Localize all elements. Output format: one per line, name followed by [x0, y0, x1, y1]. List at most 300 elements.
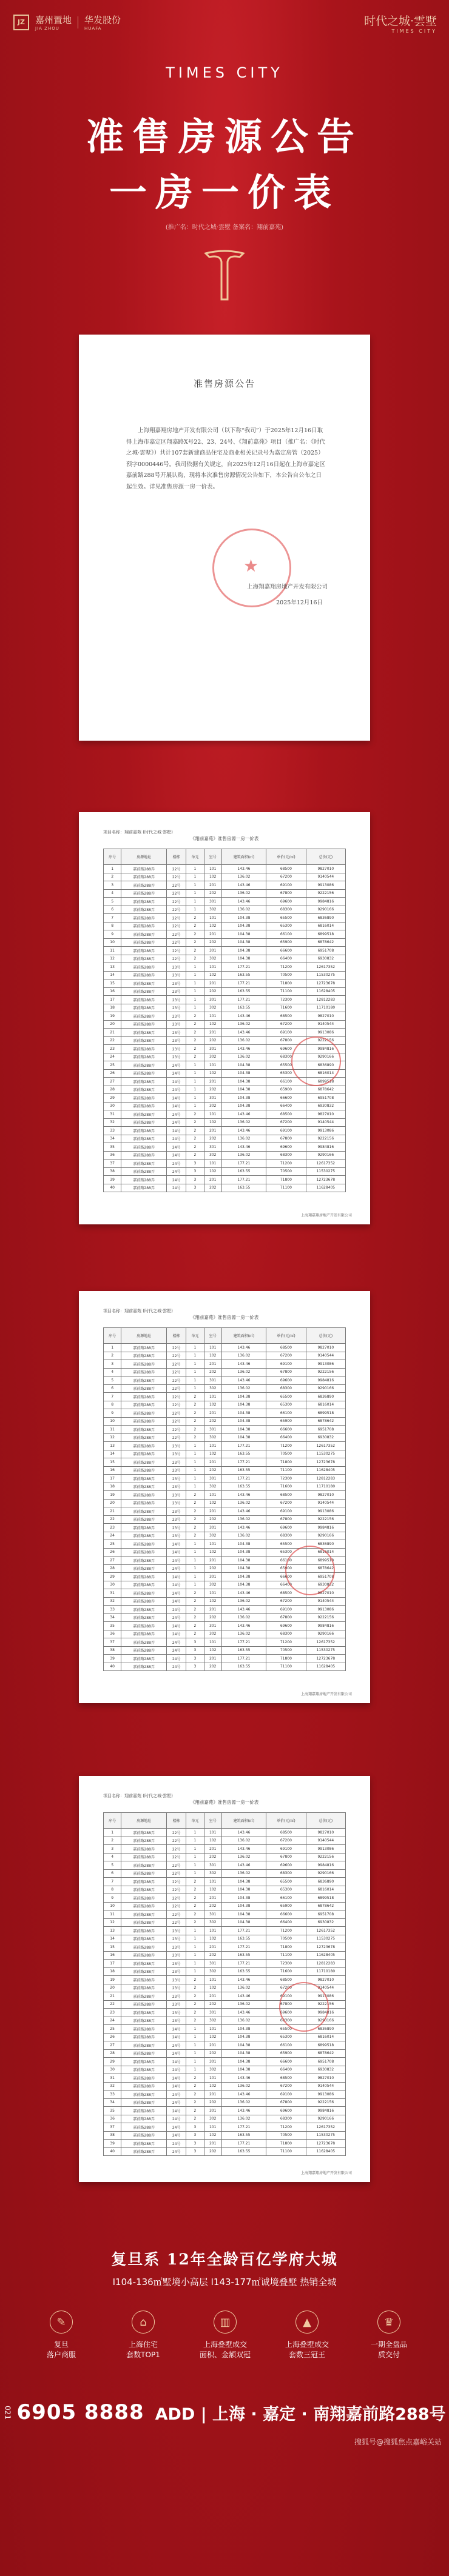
- table-cell: 65300: [266, 922, 306, 930]
- table-cell: 23号: [167, 1992, 186, 2001]
- table-cell: 136.02: [221, 1352, 266, 1360]
- table-cell: 2: [186, 2090, 204, 2099]
- table-cell: 104.38: [221, 1564, 266, 1573]
- price-table-title: 《翔前嘉苑》准售房源一房一价表: [190, 836, 259, 841]
- table-row: [104, 1384, 346, 1393]
- table-row: [104, 2147, 346, 2156]
- table-cell: 69100: [266, 1029, 306, 1037]
- table-cell: 1: [186, 889, 204, 898]
- table-cell: 9984816: [306, 1045, 345, 1053]
- table-cell: 11628405: [306, 1184, 345, 1192]
- table-cell: 11530275: [306, 1450, 345, 1458]
- table-cell: 6816014: [306, 2033, 345, 2041]
- feature-item: [192, 2311, 258, 2361]
- table-cell: 6951708: [306, 1910, 345, 1919]
- table-cell: 38: [104, 1646, 121, 1655]
- table-cell: 68500: [266, 865, 306, 873]
- table-row: [104, 1360, 346, 1369]
- column-header: 室号: [204, 849, 221, 865]
- table-cell: 嘉前路288弄: [121, 1483, 167, 1491]
- price-table-page-2: [79, 1291, 370, 1703]
- table-row: [104, 1507, 346, 1516]
- table-cell: 嘉前路288弄: [121, 1176, 167, 1184]
- table-row: [104, 1012, 346, 1021]
- table-cell: 101: [204, 1829, 221, 1837]
- table-cell: 19: [104, 1012, 121, 1021]
- table-cell: 嘉前路288弄: [121, 1886, 167, 1894]
- table-cell: 11: [104, 1426, 121, 1434]
- table-cell: 11628405: [306, 1951, 345, 1960]
- table-cell: 136.02: [221, 2115, 266, 2123]
- table-cell: 19: [104, 1491, 121, 1500]
- table-cell: 嘉前路288弄: [121, 1012, 167, 1021]
- table-cell: 202: [204, 1036, 221, 1045]
- column-header: 序号: [104, 849, 121, 865]
- table-cell: 嘉前路288弄: [121, 1935, 167, 1943]
- table-cell: 71600: [266, 1967, 306, 1976]
- table-cell: 65500: [266, 1061, 306, 1070]
- table-cell: 1: [104, 1344, 121, 1352]
- table-cell: 嘉前路288弄: [121, 2115, 167, 2123]
- table-cell: 嘉前路288弄: [121, 1927, 167, 1935]
- table-cell: 101: [204, 1110, 221, 1119]
- table-cell: 101: [204, 1344, 221, 1352]
- table-cell: 嘉前路288弄: [121, 1869, 167, 1878]
- table-cell: 嘉前路288弄: [121, 1458, 167, 1467]
- table-cell: 136.02: [221, 1984, 266, 1992]
- table-cell: 104.38: [221, 947, 266, 955]
- table-cell: 12617352: [306, 963, 345, 972]
- table-cell: 32: [104, 2082, 121, 2090]
- table-cell: 136.02: [221, 1837, 266, 1845]
- table-cell: 9140544: [306, 1118, 345, 1127]
- feature-label: 上海叠墅成交 套数三冠王: [285, 2340, 329, 2360]
- table-cell: 69600: [266, 2009, 306, 2017]
- table-cell: 143.46: [221, 1861, 266, 1870]
- table-cell: 1: [186, 2066, 204, 2074]
- table-cell: 2: [186, 1902, 204, 1910]
- notice-title: 准售房源公告: [193, 378, 255, 389]
- table-cell: 1: [186, 1837, 204, 1845]
- table-cell: 68500: [266, 1589, 306, 1598]
- column-header: 建筑面积(㎡): [221, 1813, 266, 1829]
- table-cell: 1: [104, 865, 121, 873]
- table-cell: 嘉前路288弄: [121, 1597, 167, 1606]
- table-cell: 201: [204, 1029, 221, 1037]
- table-cell: 6836890: [306, 1393, 345, 1401]
- table-cell: 6836890: [306, 1540, 345, 1549]
- table-cell: 嘉前路288弄: [121, 2147, 167, 2156]
- table-cell: 23号: [167, 987, 186, 996]
- table-cell: 71200: [266, 2123, 306, 2132]
- table-row: [104, 873, 346, 881]
- table-cell: 143.46: [221, 2009, 266, 2017]
- table-row: [104, 889, 346, 898]
- table-cell: 104.38: [221, 1878, 266, 1886]
- table-cell: 嘉前路288弄: [121, 1102, 167, 1110]
- table-row: [104, 1086, 346, 1094]
- table-cell: 102: [204, 1118, 221, 1127]
- table-cell: 136.02: [221, 1053, 266, 1061]
- table-cell: 嘉前路288弄: [121, 1984, 167, 1992]
- table-cell: 12617352: [306, 1160, 345, 1168]
- table-cell: 201: [204, 2090, 221, 2099]
- table-cell: 102: [204, 2131, 221, 2140]
- table-cell: 24: [104, 1053, 121, 1061]
- feature-item: [274, 2311, 340, 2361]
- table-cell: 1: [186, 2058, 204, 2066]
- table-row: [104, 1466, 346, 1475]
- table-cell: 2: [186, 2074, 204, 2083]
- table-cell: 22号: [167, 865, 186, 873]
- table-cell: 24号: [167, 2058, 186, 2066]
- table-cell: 4: [104, 889, 121, 898]
- table-cell: 嘉前路288弄: [121, 1401, 167, 1409]
- table-cell: 104.38: [221, 1102, 266, 1110]
- column-header: 单元: [186, 1813, 204, 1829]
- table-cell: 1: [186, 1004, 204, 1012]
- table-cell: 302: [204, 1102, 221, 1110]
- table-cell: 1: [186, 2041, 204, 2050]
- table-cell: 嘉前路288弄: [121, 1352, 167, 1360]
- table-cell: 69600: [266, 2107, 306, 2115]
- table-seal-icon: [285, 1546, 335, 1595]
- table-cell: 19: [104, 1976, 121, 1984]
- table-cell: 3: [186, 2147, 204, 2156]
- table-cell: 12812283: [306, 996, 345, 1004]
- table-cell: 9984816: [306, 898, 345, 906]
- feature-item: [110, 2311, 177, 2361]
- contact-bar: [0, 2391, 449, 2434]
- table-cell: 302: [204, 955, 221, 963]
- table-cell: 嘉前路288弄: [121, 1061, 167, 1070]
- table-row: [104, 930, 346, 939]
- table-cell: 9222156: [306, 1515, 345, 1524]
- table-cell: 1: [186, 1458, 204, 1467]
- table-cell: 嘉前路288弄: [121, 1829, 167, 1837]
- crown-icon: ♛: [377, 2311, 400, 2334]
- table-cell: 71800: [266, 1655, 306, 1663]
- table-cell: 66400: [266, 1102, 306, 1110]
- table-cell: 26: [104, 1548, 121, 1557]
- table-row: [104, 922, 346, 930]
- table-cell: 67800: [266, 1036, 306, 1045]
- table-cell: 6899518: [306, 930, 345, 939]
- table-cell: 6878642: [306, 2049, 345, 2058]
- table-cell: 23: [104, 2009, 121, 2017]
- bottom-subtitle: Ι104-136㎡墅境小高层 Ι143-177㎡诚境叠墅 热销全城: [112, 2277, 337, 2287]
- table-cell: 1: [186, 1869, 204, 1878]
- table-cell: 72300: [266, 996, 306, 1004]
- table-cell: 101: [204, 1160, 221, 1168]
- table-cell: 1: [186, 996, 204, 1004]
- table-cell: 24号: [167, 1127, 186, 1135]
- table-cell: 11530275: [306, 2131, 345, 2140]
- table-cell: 36: [104, 1151, 121, 1160]
- table-cell: 104.38: [221, 914, 266, 923]
- table-row: [104, 1393, 346, 1401]
- table-row: [104, 1004, 346, 1012]
- table-row: [104, 2131, 346, 2140]
- column-header: 单价(元/㎡): [266, 849, 306, 865]
- table-cell: 136.02: [221, 1597, 266, 1606]
- table-cell: 20: [104, 1020, 121, 1029]
- table-cell: 29: [104, 2058, 121, 2066]
- table-cell: 2: [186, 2017, 204, 2025]
- table-cell: 7: [104, 1393, 121, 1401]
- table-cell: 23号: [167, 1935, 186, 1943]
- table-cell: 66100: [266, 1557, 306, 1565]
- table-cell: 71100: [266, 1951, 306, 1960]
- table-cell: 104.38: [221, 922, 266, 930]
- table-cell: 104.38: [221, 1557, 266, 1565]
- table-row: [104, 1927, 346, 1935]
- table-cell: 302: [204, 1004, 221, 1012]
- table-cell: 6951708: [306, 1094, 345, 1103]
- table-row: [104, 1442, 346, 1450]
- column-header: 房源地址: [121, 849, 167, 865]
- table-row: [104, 2123, 346, 2132]
- table-cell: 9827010: [306, 1110, 345, 1119]
- table-cell: 9984816: [306, 1861, 345, 1870]
- table-cell: 67800: [266, 2000, 306, 2009]
- table-cell: 177.21: [221, 2123, 266, 2132]
- table-cell: 12: [104, 1918, 121, 1927]
- table-cell: 12812283: [306, 1960, 345, 1968]
- table-cell: 嘉前路288弄: [121, 1466, 167, 1475]
- table-cell: 23号: [167, 2017, 186, 2025]
- table-cell: 嘉前路288弄: [121, 2107, 167, 2115]
- table-cell: 23号: [167, 963, 186, 972]
- table-cell: 101: [204, 2123, 221, 2132]
- table-cell: 嘉前路288弄: [121, 1589, 167, 1598]
- table-cell: 24号: [167, 1102, 186, 1110]
- notice-date: 2025年12月16日: [276, 599, 323, 606]
- table-cell: 24: [104, 1532, 121, 1540]
- table-cell: 9222156: [306, 1135, 345, 1143]
- table-cell: 177.21: [221, 1655, 266, 1663]
- table-cell: 嘉前路288弄: [121, 1491, 167, 1500]
- table-cell: 10: [104, 1902, 121, 1910]
- table-cell: 9222156: [306, 1036, 345, 1045]
- table-cell: 71200: [266, 1638, 306, 1647]
- table-cell: 9913086: [306, 1127, 345, 1135]
- table-cell: 21: [104, 1029, 121, 1037]
- column-header: 单价(元/㎡): [266, 1813, 306, 1829]
- table-cell: 2: [104, 1837, 121, 1845]
- table-cell: 11710180: [306, 1967, 345, 1976]
- table-cell: 2: [186, 1426, 204, 1434]
- table-cell: 65500: [266, 914, 306, 923]
- table-cell: 2: [186, 1606, 204, 1614]
- table-cell: 嘉前路288弄: [121, 1967, 167, 1976]
- table-cell: 65900: [266, 1417, 306, 1426]
- table-cell: 11628405: [306, 1466, 345, 1475]
- table-cell: 2: [186, 1630, 204, 1638]
- table-cell: 66600: [266, 1094, 306, 1103]
- table-cell: 37: [104, 1638, 121, 1647]
- villa-icon: ▥: [214, 2311, 237, 2334]
- table-cell: 嘉前路288弄: [121, 2098, 167, 2107]
- table-cell: 24号: [167, 2123, 186, 2132]
- price-table: [103, 1327, 346, 1671]
- table-row: [104, 947, 346, 955]
- column-header: 室号: [204, 1328, 221, 1344]
- table-cell: 17: [104, 1475, 121, 1483]
- table-cell: 136.02: [221, 1869, 266, 1878]
- table-cell: 301: [204, 1910, 221, 1919]
- table-cell: 101: [204, 1927, 221, 1935]
- table-cell: 163.55: [221, 1184, 266, 1192]
- table-cell: 143.46: [221, 1606, 266, 1614]
- table-cell: 104.38: [221, 930, 266, 939]
- table-cell: 143.46: [221, 1845, 266, 1854]
- table-cell: 9: [104, 930, 121, 939]
- column-header: 室号: [204, 1813, 221, 1829]
- table-cell: 102: [204, 1935, 221, 1943]
- table-cell: 6878642: [306, 1086, 345, 1094]
- table-cell: 25: [104, 1540, 121, 1549]
- table-cell: 40: [104, 1184, 121, 1192]
- table-cell: 嘉前路288弄: [121, 1581, 167, 1589]
- table-cell: 嘉前路288弄: [121, 889, 167, 898]
- table-cell: 6878642: [306, 1417, 345, 1426]
- table-cell: 1: [186, 1360, 204, 1369]
- table-row: [104, 2041, 346, 2050]
- table-cell: 29: [104, 1094, 121, 1103]
- column-header: 总价(元): [306, 849, 345, 865]
- table-cell: 1: [186, 2033, 204, 2041]
- table-cell: 1: [186, 1557, 204, 1565]
- table-cell: 1: [186, 1943, 204, 1952]
- table-cell: 66100: [266, 930, 306, 939]
- table-cell: 9913086: [306, 1507, 345, 1516]
- table-cell: 28: [104, 1564, 121, 1573]
- table-cell: 2: [186, 1597, 204, 1606]
- table-row: [104, 1943, 346, 1952]
- table-cell: 2: [186, 1878, 204, 1886]
- table-cell: 35: [104, 1143, 121, 1152]
- table-cell: 1: [186, 1483, 204, 1491]
- table-cell: 201: [204, 1606, 221, 1614]
- table-cell: 嘉前路288弄: [121, 1151, 167, 1160]
- table-cell: 2: [186, 914, 204, 923]
- table-cell: 9140544: [306, 1837, 345, 1845]
- table-cell: 136.02: [221, 2017, 266, 2025]
- table-row: [104, 971, 346, 979]
- table-cell: 66600: [266, 947, 306, 955]
- table-cell: 嘉前路288弄: [121, 2033, 167, 2041]
- table-cell: 143.46: [221, 1524, 266, 1532]
- table-cell: 104.38: [221, 1094, 266, 1103]
- table-cell: 6836890: [306, 1061, 345, 1070]
- table-cell: 6930832: [306, 1433, 345, 1442]
- table-row: [104, 2090, 346, 2099]
- table-cell: 25: [104, 1061, 121, 1070]
- table-cell: 302: [204, 1581, 221, 1589]
- table-cell: 9222156: [306, 2098, 345, 2107]
- table-cell: 24号: [167, 2147, 186, 2156]
- table-cell: 7: [104, 914, 121, 923]
- column-header: 房源地址: [121, 1328, 167, 1344]
- table-cell: 2: [186, 1910, 204, 1919]
- table-cell: 143.46: [221, 2107, 266, 2115]
- table-cell: 104.38: [221, 1548, 266, 1557]
- table-row: [104, 1918, 346, 1927]
- table-cell: 嘉前路288弄: [121, 1442, 167, 1450]
- table-cell: 9: [104, 1409, 121, 1418]
- notice-body: 上海翔嘉翔房地产开发有限公司（以下称“我司”）于2025年12月16日取得上海市嘉定区翔嘉路X号22、23、24号、《翔前嘉苑》项目（推广名：《时代之城·雲墅》）共计107套新建商品住宅及商业相关记录号为嘉定房管（2025）预字0000446号。我司依据有关规定，自2025年12月16日起在上海市嘉定区嘉前路288号开展认购，现将本次准售房源情况公告如下，本公告自公布之日起生效。详见准售房源一房一价表。: [126, 427, 326, 490]
- table-cell: 104.38: [221, 2033, 266, 2041]
- table-cell: 71200: [266, 1927, 306, 1935]
- table-cell: 9140544: [306, 873, 345, 881]
- table-cell: 23号: [167, 1483, 186, 1491]
- table-cell: 22号: [167, 1417, 186, 1426]
- table-cell: 23号: [167, 1499, 186, 1507]
- table-cell: 15: [104, 1458, 121, 1467]
- table-cell: 嘉前路288弄: [121, 1110, 167, 1119]
- table-row: [104, 2115, 346, 2123]
- table-cell: 69100: [266, 1360, 306, 1369]
- table-cell: 22: [104, 1036, 121, 1045]
- table-cell: 1: [186, 1935, 204, 1943]
- table-cell: 24号: [167, 1557, 186, 1565]
- feature-label: 上海住宅 套数TOP1: [126, 2340, 160, 2360]
- address: ADD | 上海 · 嘉定 · 南翔嘉前路288号: [155, 2404, 446, 2424]
- table-cell: 23号: [167, 1967, 186, 1976]
- table-cell: 嘉前路288弄: [121, 971, 167, 979]
- table-cell: 22号: [167, 1426, 186, 1434]
- table-cell: 6816014: [306, 1548, 345, 1557]
- table-cell: 6930832: [306, 2066, 345, 2074]
- table-cell: 22号: [167, 947, 186, 955]
- table-cell: 22号: [167, 1910, 186, 1919]
- table-cell: 嘉前路288弄: [121, 979, 167, 988]
- table-cell: 136.02: [221, 1118, 266, 1127]
- chart-icon: ▲: [295, 2311, 319, 2334]
- table-cell: 22号: [167, 1878, 186, 1886]
- table-cell: 202: [204, 889, 221, 898]
- table-cell: 302: [204, 906, 221, 914]
- table-cell: 嘉前路288弄: [121, 938, 167, 947]
- table-row: [104, 1458, 346, 1467]
- feature-item: [28, 2311, 95, 2361]
- table-cell: 39: [104, 2140, 121, 2148]
- table-cell: 9827010: [306, 1829, 345, 1837]
- table-cell: 65300: [266, 1886, 306, 1894]
- table-cell: 201: [204, 881, 221, 890]
- table-cell: 2: [186, 1886, 204, 1894]
- table-cell: 177.21: [221, 1960, 266, 1968]
- table-cell: 66100: [266, 1078, 306, 1086]
- table-cell: 71100: [266, 1184, 306, 1192]
- table-cell: 24号: [167, 1564, 186, 1573]
- table-cell: 23号: [167, 2009, 186, 2017]
- table-cell: 22号: [167, 873, 186, 881]
- table-cell: 3: [186, 1160, 204, 1168]
- table-cell: 14: [104, 971, 121, 979]
- phone-number[interactable]: 6905 8888: [16, 2400, 144, 2424]
- table-cell: 11: [104, 947, 121, 955]
- table-cell: 143.46: [221, 1589, 266, 1598]
- table-row: [104, 914, 346, 923]
- table-cell: 9827010: [306, 865, 345, 873]
- table-row: [104, 1894, 346, 1903]
- table-cell: 177.21: [221, 1943, 266, 1952]
- table-row: [104, 996, 346, 1004]
- table-cell: 177.21: [221, 963, 266, 972]
- table-row: [104, 1184, 346, 1192]
